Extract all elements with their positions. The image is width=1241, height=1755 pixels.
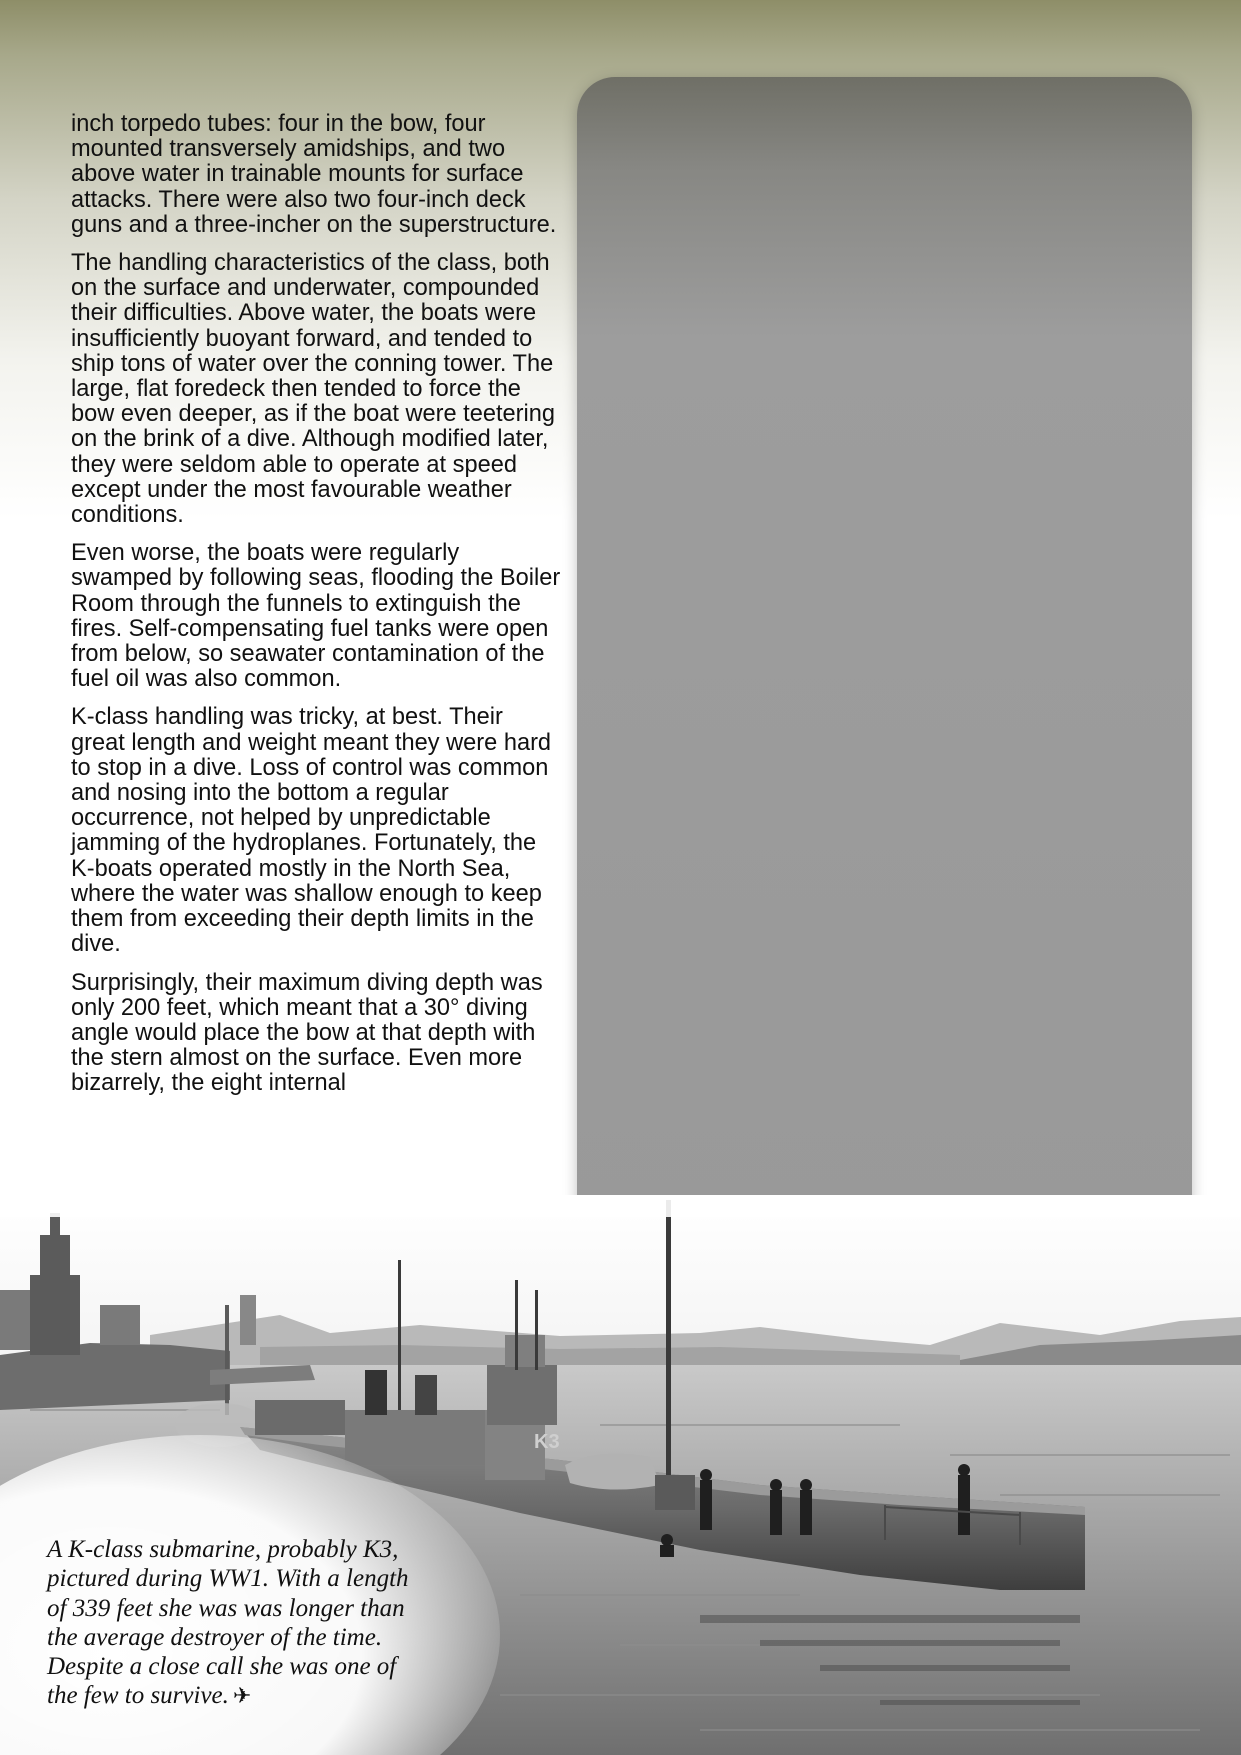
hull-marking: K3 xyxy=(534,1431,560,1453)
article-paragraph: Surprisingly, their maximum diving depth was only 200 feet, which meant that a 30° diving angle would place the bow at that depth with the stern almost on the surface. Even more bizarrely, the eight internal xyxy=(71,969,543,1097)
article-paragraph: inch torpedo tubes: four in the bow, four mounted transversely amidships, and two above water in trainable mounts for surface attacks. There were also two four-inch deck guns and a three-incher on the superstructure. xyxy=(71,111,557,238)
airplane-icon: ✈ xyxy=(232,1683,252,1709)
article-paragraph: K-class handling was tricky, at best. Their great length and weight meant they were hard to stop in a dive. Loss of control was common and nosing into the bottom a regular occurrence, not helped by unpredictable jamming of the hydroplanes. Fortunately, the K-boats operated mostly in the North Sea, where the water was shallow enough to keep them from exceeding their depth limits in the dive. xyxy=(71,704,552,958)
article-paragraph: The handling characteristics of the class, both on the surface and underwater, compounded their difficulties. Above water, the boats were insufficiently buoyant forward, and tended to ship tons of water over the conning tower. The large, flat foredeck then tended to force the bow even deeper, as if the boat were teetering on the brink of a dive. Although modified later, they were seldom able to operate at speed except under the most favourable weather conditions. xyxy=(71,250,555,529)
photo-caption xyxy=(47,1535,427,1711)
grey-image-panel xyxy=(577,77,1192,1242)
article-body xyxy=(71,112,561,1110)
article-paragraph: Even worse, the boats were regularly swamped by following seas, flooding the Boiler Room through the funnels to extinguish the fires. Self-compensating fuel tanks were open from below, so seawater contamination of the fuel oil was also common. xyxy=(71,540,561,693)
caption-text: A K-class submarine, probably K3, pictured during WW1. With a length of 339 feet she was was longer than the average destroyer of the time. Despite a close call she was one of the few to survive. xyxy=(47,1536,409,1710)
